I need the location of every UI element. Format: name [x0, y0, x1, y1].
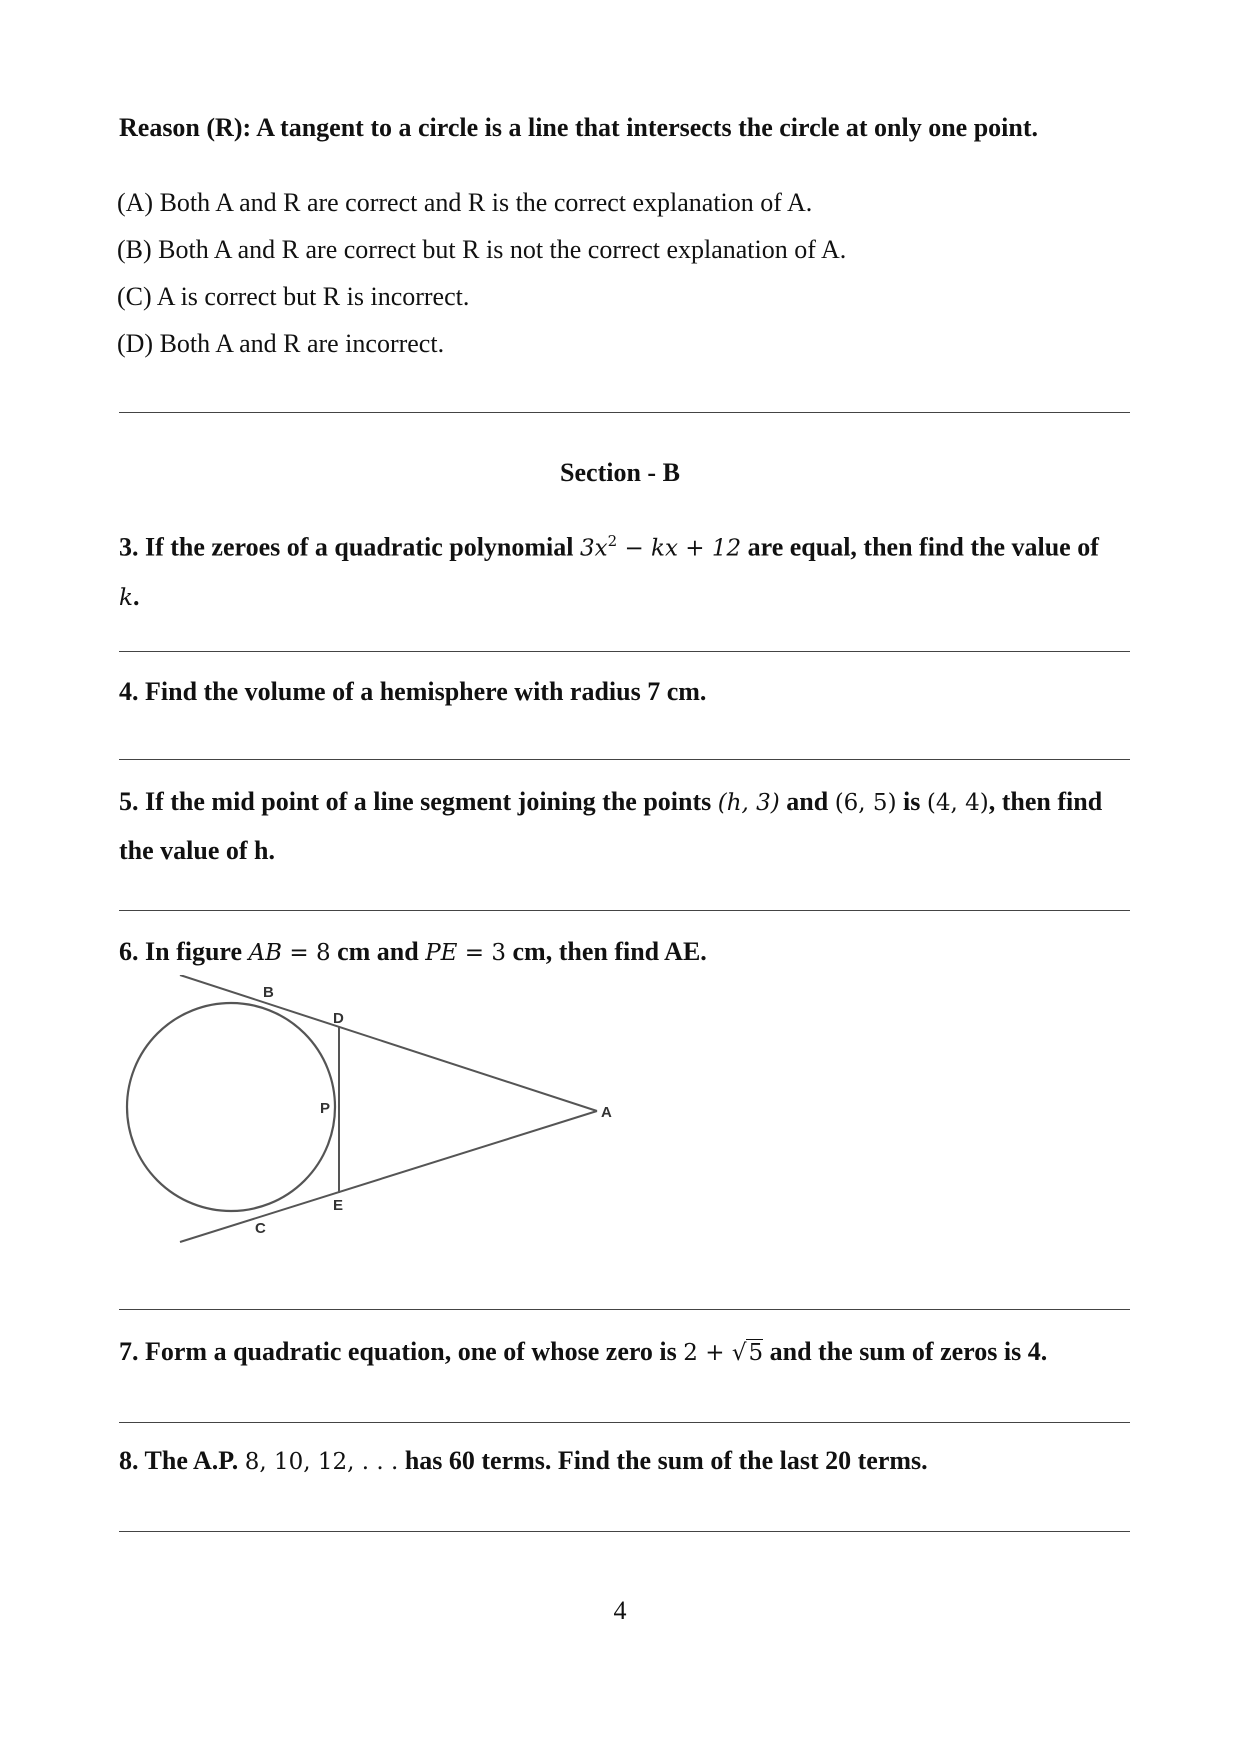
tangent-circle-figure [125, 975, 645, 1260]
question-6-pe-var: PE [425, 940, 458, 966]
circle [127, 1003, 335, 1211]
question-8-lead: 8. The A.P. [119, 1446, 239, 1475]
question-8-sequence: 8, 10, 12, . . . [244, 1449, 399, 1475]
question-6 [119, 928, 1134, 977]
divider [119, 759, 1130, 760]
label-a: A [601, 1104, 612, 1121]
question-3-mid: are equal, then find the value of [741, 532, 1099, 562]
divider [119, 1309, 1130, 1310]
option-a: (A) Both A and R are correct and R is the correct explanation of A. [117, 188, 813, 217]
question-5-tail: , then find the value of h. [119, 787, 1103, 865]
question-7-lead: 7. Form a quadratic equation, one of whose zero is [119, 1337, 677, 1366]
question-3-math-b: − kx + 12 [617, 535, 742, 562]
tangent-line-ab [180, 975, 597, 1111]
question-5 [119, 778, 1134, 874]
section-title: Section - B [560, 458, 680, 487]
question-3-lead: 3. If the zeroes of a quadratic polynomial [119, 532, 574, 562]
question-5-point-2: (6, 5) [834, 790, 897, 816]
question-8 [119, 1437, 1134, 1486]
question-3-end: . [132, 581, 140, 611]
divider [119, 1531, 1130, 1532]
question-5-and: and [779, 787, 835, 816]
question-6-ab-val: = 8 [282, 940, 331, 966]
question-6-tail: cm, then find AE. [506, 937, 707, 966]
divider [119, 412, 1130, 413]
divider [119, 651, 1130, 652]
option-d: (D) Both A and R are incorrect. [117, 329, 445, 358]
question-3-var: k [119, 584, 133, 611]
question-7-tail: and the sum of zeros is 4. [763, 1337, 1048, 1366]
question-6-lead: 6. In figure [119, 937, 243, 966]
question-8-tail: has 60 terms. Find the sum of the last 20 terms. [398, 1446, 928, 1475]
question-3-math-sup: 2 [607, 532, 618, 550]
question-5-is: is [896, 787, 927, 816]
question-7 [119, 1328, 1134, 1377]
question-3 [119, 518, 1134, 622]
label-c: C [255, 1220, 266, 1237]
question-7-sqrt-arg: 5 [748, 1340, 764, 1366]
question-7-math: 2 + [683, 1340, 732, 1366]
question-6-pe-val: = 3 [457, 940, 506, 966]
question-7-sqrt-sign: √ [731, 1340, 747, 1366]
option-b: (B) Both A and R are correct but R is not the correct explanation of A. [117, 235, 847, 264]
question-6-unit: cm and [330, 937, 426, 966]
label-b: B [263, 984, 274, 1001]
divider [119, 910, 1130, 911]
question-5-point-3: (4, 4) [926, 790, 989, 816]
question-6-ab-var: AB [248, 940, 283, 966]
tangent-line-ac [180, 1111, 597, 1242]
page-number: 4 [613, 1596, 627, 1625]
reason-statement: Reason (R): A tangent to a circle is a line that intersects the circle at only one point. [119, 113, 1039, 142]
question-4: 4. Find the volume of a hemisphere with radius 7 cm. [119, 677, 707, 706]
divider [119, 1422, 1130, 1423]
question-5-lead: 5. If the mid point of a line segment joining the points [119, 787, 712, 816]
option-c: (C) A is correct but R is incorrect. [117, 282, 470, 311]
label-e: E [333, 1197, 344, 1214]
label-d: D [333, 1010, 344, 1027]
question-3-math-a: 3x [580, 535, 608, 562]
label-p: P [320, 1100, 331, 1117]
question-5-point-1: (h, 3) [717, 790, 780, 816]
